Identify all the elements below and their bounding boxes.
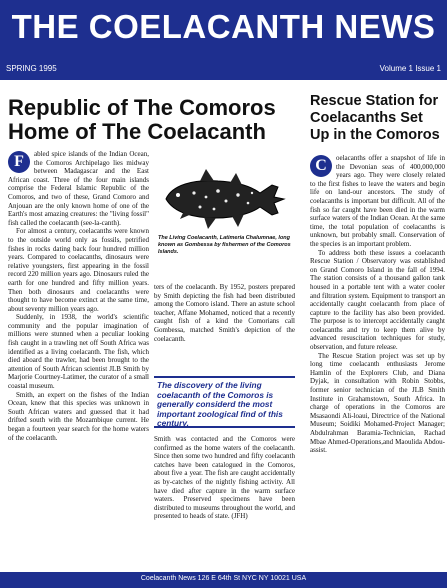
pull-quote-text: The discovery of the living coelacanth of the Comoros is generally considerd the most important zoological find of this century. [157,380,283,428]
newsletter-title: THE COELACANTH NEWS [11,8,436,45]
side-article-paragraph: To address both these issues a coelacanth Rescue Station / Observatory was established on Grand Comoro Island in the fall of 1994. The station consists of a thousand gallon tank housed in a portable tent with a water cooler and filtration system. Equipment to transport an accidentally caught coelacanth from place of capture to the facility has also been provided. The purpose is to intercept accidentally caught coelacanths and try to keep them alive by advanced resuscitation techniques for study, observation, and future release. [310,248,445,352]
drop-cap: C [310,155,332,177]
drop-cap: F [8,151,30,173]
main-article-paragraph: Smith, an expert on the fishes of the Indian Ocean, knew that this species was unknown in South African waters and guessed that it had drifted south with the Mozambique current. He began a fourteen year search for the home waters of the coelacanth. [8,390,149,442]
main-article-paragraph [8,150,149,227]
pull-quote [154,376,295,428]
footer [0,572,447,588]
main-headline: Republic of The Comoros Home of The Coelacanth [8,95,276,144]
masthead [0,0,447,80]
side-headline: Rescue Station for Coelacanths Set Up in the Comoros [310,93,440,143]
side-article-paragraph [310,154,445,249]
main-article-paragraph: Suddenly, in 1938, the world's scientific community and the popular imagination of millions were stunned when a peculiar looking fish caught in a trawling net off South Africa was identified as a living coelacanth. The fish, which died aboard the trawler, had been brought to the attention of South African scientist JLB Smith by Marjorie Courtney-Latimer, the curator of a small coastal museum. [8,313,149,391]
main-article-paragraph: For almost a century, coelacanths were known to the outside world only as fossils, petrified fishes in rocks dating back four hundred million years. Compared to coelacanths, dinosaurs were relative youngsters, first appearing in the fossil record 220 million years ago. Dinosaurs ruled the earth for one hundred and fifty million years. Then both dinosaurs and coelacanths were thought to have become extinct at the same time, about seventy million years ago. [8,227,149,313]
coelacanth-fish-icon [160,163,292,233]
side-article-column [310,154,445,568]
main-article-column-3 [154,435,295,567]
image-caption: The Living Coelacanth, Latimeria Chalumnae, long known as Gombessa by fishermen of the Comoros Islands. [158,235,291,255]
main-article-paragraph: ters of the coelacanth. By 1952, posters prepared by Smith depicting the fish had been distributed among the Comoro island. There an astute school teacher, Affane Mohamed, noticed that a recently caught fish of a kind the Comorians call Gombessa, matched Smith's depiction of the coelacanth. [154,283,295,343]
main-article-intro-text: abled spice islands of the Indian Ocean, the Comoros Archipelago lies midway between Madagascar and the East African coast. Three of the four main islands comprise the Federal Islamic Republic of the Comoros, and two of these, Grand Comoro and Anjouan are the only known home of one of the Earth's most amazing creatures: the "living fossil" fish called the coelacanth (see-la-canth). [8,150,149,227]
issue-date: SPRING 1995 [6,64,57,73]
side-article-intro-text: oelacanths offer a snapshot of life in the Devonian seas of 400,000,000 years ago. They were closely related to the first fishes to leave the waters and begin life on land-our ancestors. The study of coelacanths is important but difficult. All of the fish so far caught have been died in the warm surface waters of the Indian Ocean. At the same time, the total population of coelacanths is unknown, but probably small. Conservation of the species is an important problem. [310,154,445,248]
coelacanth-fish-illustration [160,163,292,233]
volume-issue: Volume 1 Issue 1 [379,64,441,73]
side-article-paragraph: The Rescue Station project was set up by long time coelacanth enthusiasts Jerome Hamlin of the Explorers Club, and Diana Dyjak, in consultation with Robin Stobbs, former senior technician of the JLB Smith Institute in Grahamstown, South Africa. In charge of operations in the Comoros are Msasaondi Ali-loaui, Directrice of the National Museum; Soidiki Mohamed-Project Manager; Abdulrahman Baramia-Technician, Rachad Mbae Ahmed-Operations,and Maoulida Abdou-assist. [310,351,445,455]
footer-address: Coelacanth News 126 E 64th St NYC NY 10021 USA [140,575,307,582]
main-article-paragraph: Smith was contacted and the Comoros were confirmed as the home waters of the coelacanth. Since then some two hundred and fifty coelacanth catches have been catalogued in the Comoros, about five a year. The fish are caught accidentally as by-catches of the nightly fishing activity. All have died after capture in the warm surface waters. Preserved specimens have been distributed to museums throughout the world, and presented to heads of state. (JFH) [154,435,295,521]
main-article-column-1 [8,150,149,568]
main-article-column-2 [154,283,295,365]
